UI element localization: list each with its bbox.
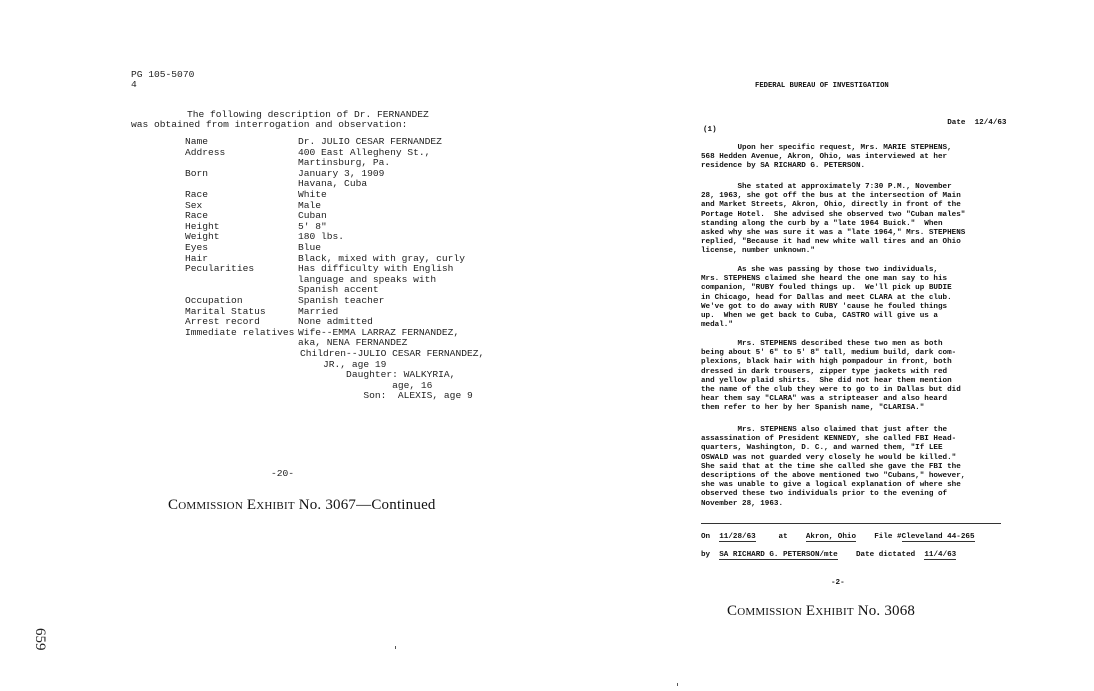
paragraph-line: Mrs. STEPHENS also claimed that just after the xyxy=(701,426,948,434)
paragraph-line: observed these two individuals prior to the evening of xyxy=(701,490,948,499)
file-label: File # xyxy=(874,533,902,541)
exhibit-prefix: Commission Exhibit xyxy=(168,497,295,513)
at-location: Akron, Ohio xyxy=(805,533,857,541)
field-value: White xyxy=(298,189,327,200)
paragraph-line: Portage Hotel. She advised she observed two "Cuban males" xyxy=(701,210,966,219)
field-label: Immediate relatives xyxy=(185,326,295,338)
field-value: Havana, Cuba xyxy=(298,178,368,190)
dictated-date: 11/4/63 xyxy=(924,551,957,559)
field-value: Black, mixed with gray, curly xyxy=(298,252,465,264)
file-reference: PG 105-5070 xyxy=(131,69,195,80)
left-document-page xyxy=(0,0,545,691)
exhibit-suffix: No. 3067—Continued xyxy=(298,497,436,513)
field-value: None admitted xyxy=(298,316,373,328)
paragraph-line: standing along the curb by a "late 1964 Buick." When xyxy=(701,219,943,228)
paragraph-line: We've got to do away with RUBY 'cause he fouled things xyxy=(701,302,948,311)
footer-divider xyxy=(701,523,1001,524)
paragraph-line: November 28, 1963. xyxy=(701,499,784,508)
field-value: Dr. JULIO CESAR FERNANDEZ xyxy=(298,136,442,147)
paragraph-line: asked why she was sure it was a "late 1964," Mrs. STEPHENS xyxy=(701,229,966,238)
interview-paragraph xyxy=(701,266,981,330)
paragraph-line: replied, "Because it had new white wall tires and an Ohio xyxy=(701,238,961,247)
field-label: Address xyxy=(185,146,226,158)
interview-paragraph xyxy=(701,144,981,172)
by-agent: SA RICHARD G. PETERSON/mte xyxy=(719,551,838,559)
on-date: 11/28/63 xyxy=(719,533,756,541)
field-label: Occupation xyxy=(185,295,243,306)
scan-speck-2 xyxy=(677,683,678,686)
paragraph-line: medal." xyxy=(701,321,733,330)
paragraph-line: descriptions of the above mentioned two "Cubans," however, xyxy=(701,472,966,481)
description-field-row xyxy=(185,232,515,243)
paragraph-line: hear them say "CLARA" was a stripteaser and also heard xyxy=(701,395,948,404)
on-label: On xyxy=(701,533,711,541)
field-label: Height xyxy=(185,220,220,232)
description-field-row xyxy=(185,211,515,222)
paragraph-line: Upon her specific request, Mrs. MARIE STEPHENS, xyxy=(701,144,952,152)
field-label: Race xyxy=(185,210,209,222)
file-number: Cleveland 44-265 xyxy=(901,533,975,541)
right-exhibit-suffix: No. 3068 xyxy=(857,603,916,619)
by-label: by xyxy=(701,551,711,559)
paragraph-line: 568 Hedden Avenue, Akron, Ohio, was interviewed at her xyxy=(701,153,948,162)
paragraph-line: She stated at approximately 7:30 P.M., November xyxy=(701,183,952,191)
paragraph-line: She said that at the time she called she gave the FBI the xyxy=(701,462,961,471)
field-label: Race xyxy=(185,189,209,200)
paragraph-line: in Chicago, head for Dallas and meet CLARA at the club. xyxy=(701,293,952,302)
field-value: language and speaks with xyxy=(298,273,437,285)
paragraph-line: the name of the club they were to go to in Dallas but did xyxy=(701,386,961,395)
paragraph-line: quarters, Washington, D. C., and warned them, "If LEE xyxy=(701,444,943,453)
paragraph-line: companion, "RUBY fouled things up. We'll pick up BUDIE xyxy=(701,284,952,293)
paragraph-line: 28, 1963, she got off the bus at the intersection of Main xyxy=(701,192,961,201)
field-value: Cuban xyxy=(298,210,327,222)
paragraph-line: Mrs. STEPHENS described these two men as both xyxy=(701,340,943,348)
paragraph-line: Mrs. STEPHENS claimed she heard the one man say to his xyxy=(701,275,948,284)
paragraph-line: dressed in dark trousers, zipper type jackets with red xyxy=(701,367,948,376)
description-field-row xyxy=(185,137,515,148)
paragraph-line: she was unable to give a logical explanation of where she xyxy=(701,481,961,490)
field-label: Sex xyxy=(185,199,203,211)
field-value: Married xyxy=(298,305,339,317)
description-field-row xyxy=(185,190,515,201)
paragraph-line: license, number unknown." xyxy=(701,247,815,256)
description-field-row xyxy=(185,222,515,233)
right-page-number: -2- xyxy=(831,579,845,587)
children-line: JR., age 19 xyxy=(300,358,387,370)
children-line: Son: ALEXIS, age 9 xyxy=(300,390,473,402)
field-value: aka, NENA FERNANDEZ xyxy=(298,337,408,349)
date-value: 12/4/63 xyxy=(974,119,1007,128)
field-value: 180 lbs. xyxy=(298,231,345,243)
date-line xyxy=(929,110,1007,138)
field-label: Arrest record xyxy=(185,316,260,328)
paragraph-line: As she was passing by those two individuals, xyxy=(701,266,938,274)
field-label: Name xyxy=(185,136,209,147)
field-label: Marital Status xyxy=(185,305,266,317)
scan-speck xyxy=(395,646,396,649)
field-value: Male xyxy=(298,199,322,211)
date-label: Date xyxy=(947,119,966,128)
field-label: Eyes xyxy=(185,242,209,253)
field-label: Hair xyxy=(185,252,209,264)
paragraph-line: them refer to her by her Spanish name, "CLARISA." xyxy=(701,404,925,413)
field-value: Blue xyxy=(298,242,322,253)
page-number: -20- xyxy=(271,468,295,479)
field-label: Born xyxy=(185,167,209,179)
file-reference-sub: 4 xyxy=(131,79,137,90)
footer-on-line xyxy=(701,533,975,542)
children-line: Daughter: WALKYRIA, xyxy=(300,369,456,381)
paragraph-line: being about 5' 6" to 5' 8" tall, medium build, dark com- xyxy=(701,349,957,358)
field-value: 5' 8" xyxy=(298,220,327,232)
field-value: 400 East Allegheny St., xyxy=(298,146,431,158)
field-label: Pecularities xyxy=(185,263,255,275)
paragraph-line: and yellow plaid shirts. She did not hear them mention xyxy=(701,376,952,385)
paragraph-line: OSWALD was not guarded very closely he would be killed." xyxy=(701,453,957,462)
item-marker: (1) xyxy=(703,126,717,134)
intro-line-1: The following description of Dr. FERNANDEZ xyxy=(187,109,429,120)
right-exhibit-prefix: Commission Exhibit xyxy=(727,603,854,619)
interview-paragraph xyxy=(701,183,981,257)
field-value: Spanish teacher xyxy=(298,295,385,306)
children-line: Children--JULIO CESAR FERNANDEZ, xyxy=(300,348,485,359)
field-value: January 3, 1909 xyxy=(298,167,385,179)
description-field-row xyxy=(185,179,515,190)
field-value: Wife--EMMA LARRAZ FERNANDEZ, xyxy=(298,326,460,338)
description-field-row xyxy=(185,201,515,212)
right-exhibit-caption xyxy=(727,603,915,620)
paragraph-line: assassination of President KENNEDY, she called FBI Head- xyxy=(701,435,957,444)
footer-by-line xyxy=(701,551,956,560)
paragraph-line: up. When we get back to Cuba, CASTRO will give us a xyxy=(701,312,938,321)
dictated-label: Date dictated xyxy=(855,551,916,559)
description-field-row xyxy=(185,296,515,307)
interview-paragraph xyxy=(701,340,981,414)
interview-paragraph xyxy=(701,426,981,509)
field-value: Has difficulty with English xyxy=(298,263,454,275)
at-label: at xyxy=(778,533,788,541)
paragraph-line: and Market Streets, Akron, Ohio, directly in front of the xyxy=(701,201,961,210)
description-field-row xyxy=(185,243,515,254)
agency-header: FEDERAL BUREAU OF INVESTIGATION xyxy=(755,82,889,90)
paragraph-line: residence by SA RICHARD G. PETERSON. xyxy=(701,162,866,171)
intro-line-2: was obtained from interrogation and observation: xyxy=(131,119,408,130)
field-value: Spanish accent xyxy=(298,284,379,296)
children-line: age, 16 xyxy=(300,379,433,391)
volume-page-number: 659 xyxy=(32,628,48,651)
paragraph-line: plexions, black hair with high pompadour in front, both xyxy=(701,358,952,367)
field-label: Weight xyxy=(185,231,220,243)
field-value: Martinsburg, Pa. xyxy=(298,157,391,169)
exhibit-caption xyxy=(168,497,436,514)
